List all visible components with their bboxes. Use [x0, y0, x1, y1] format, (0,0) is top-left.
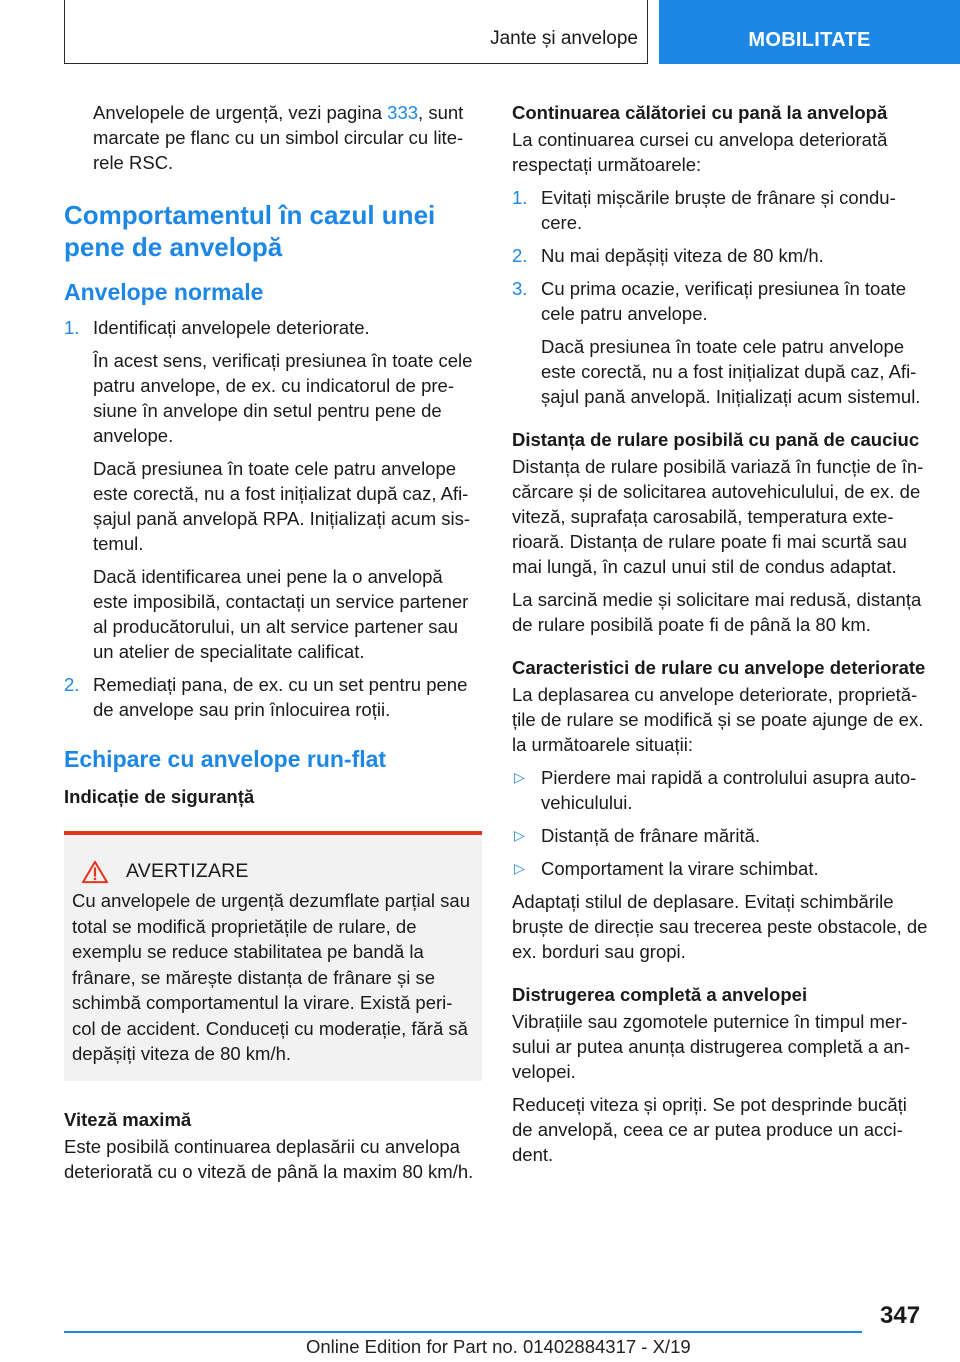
list-item — [64, 315, 482, 664]
list-item-paragraph: Dacă identificarea unei pene la o anvelopă este imposibilă, contactați un service partener al producătorului, un alt service partener sau un atelier de specialitate calificat. — [93, 566, 469, 662]
destruction-paragraph: Reduceți viteza și opriți. Se pot desprinde bucăți de anvelopă, ceea ce ar putea produce un acci‐dent. — [512, 1094, 907, 1165]
bullet-item — [512, 823, 928, 848]
continue-intro: La continuarea cursei cu anvelopa deteriorată respectați următoarele: — [512, 129, 888, 175]
speed-heading: Viteză maximă — [64, 1108, 192, 1130]
distance-paragraph: La sarcină medie și solicitare mai redusă, distanța de rulare posibilă poate fi de până la 80 km. — [512, 589, 922, 635]
list-item — [512, 243, 928, 268]
warning-header — [72, 859, 472, 884]
bullet-item — [512, 856, 928, 881]
bullet-triangle-icon: ▷ — [514, 769, 525, 785]
list-item-paragraph: Dacă presiunea în toate cele patru anvelope este corectă, nu a fost inițializat după caz, Afi‐șajul pană anvelopă RPA. Inițializați acum sis‐temul. — [93, 458, 471, 554]
list-item-text: Remediați pana, de ex. cu un set pentru pene de anvelope sau prin înlocuirea roții. — [93, 674, 468, 720]
footer-divider — [64, 1331, 862, 1333]
bullet-text: Pierdere mai rapidă a controlului asupra auto‐vehiculului. — [541, 767, 917, 813]
left-column — [64, 100, 482, 1192]
list-number: 1. — [64, 317, 80, 338]
continue-heading: Continuarea călătoriei cu pană la anvelopă — [512, 102, 888, 123]
list-number: 2. — [64, 674, 80, 695]
safety-heading: Indicație de siguranță — [64, 786, 255, 807]
list-item-text: Evitați mișcările bruște de frânare și condu‐cere. — [541, 187, 896, 233]
destruction-heading: Distrugerea completă a anvelopei — [512, 984, 808, 1005]
section-heading: Comportamentul în cazul unei pene de anvelopă — [64, 200, 436, 262]
list-item — [64, 672, 482, 722]
destruction-paragraph: Vibrațiile sau zgomotele puternice în timpul mer‐sului ar putea anunța distrugerea completă a an‐velopei. — [512, 1011, 911, 1082]
page-number: 347 — [880, 1302, 921, 1329]
bullet-triangle-icon: ▷ — [514, 827, 525, 843]
subsection-heading-normal: Anvelope normale — [64, 279, 264, 305]
speed-paragraph: Este posibilă continuarea deplasării cu anvelopa deteriorată cu o viteză de până la maxim 80 km/h. — [64, 1135, 474, 1182]
page-link[interactable]: 333 — [387, 102, 419, 123]
list-item — [512, 276, 928, 409]
list-item-text: Nu mai depășiți viteza de 80 km/h. — [541, 245, 824, 266]
warning-title: AVERTIZARE — [126, 860, 249, 882]
list-number: 1. — [512, 187, 528, 208]
header-section-title: Jante și anvelope — [490, 28, 638, 49]
characteristics-intro: La deplasarea cu anvelope deteriorate, proprietă‐țile de rulare se modifică și se poate ajunge de ex. la următoarele situații: — [512, 684, 924, 755]
bullet-text: Distanță de frânare mărită. — [541, 825, 761, 846]
warning-text: Cu anvelopele de urgență dezumflate parțial sau total se modifică proprietățile de rulare, de exemplu se reduce stabilitatea pe bandă la frânare, se mărește distanța de frânare și se schimbă comportamentul la virare. Există peri‐col de accident. Conduceți cu moderație, fără să depășiți viteza de 80 km/h. — [72, 890, 471, 1064]
list-item — [512, 185, 928, 235]
characteristics-after: Adaptați stilul de deplasare. Evitați schimbările bruște de direcție sau trecerea peste obstacole, de ex. borduri sau gropi. — [512, 891, 928, 962]
bullet-item — [512, 765, 928, 815]
list-item-paragraph: În acest sens, verificați presiunea în toate cele patru anvelope, de ex. cu indicatorul de pre‐siune în anvelope din setul pentru pene de anvelope. — [93, 350, 473, 446]
header-chapter-tab: MOBILITATE — [659, 0, 960, 64]
intro-paragraph: Anvelopele de urgență, vezi pagina 333, sunt marcate pe flanc cu un simbol circular cu lite‐rele RSC. — [93, 102, 464, 173]
right-column — [512, 100, 928, 1175]
list-item-paragraph: Dacă presiunea în toate cele patru anvelope este corectă, nu a fost inițializat după caz, Afi‐șajul pană anvelopă. Inițializați acum sistemul. — [541, 336, 921, 407]
bullet-text: Comportament la virare schimbat. — [541, 858, 819, 879]
characteristics-heading: Caracteristici de rulare cu anvelope deteriorate — [512, 657, 926, 678]
warning-box — [64, 831, 482, 1081]
list-number: 2. — [512, 245, 528, 266]
list-number: 3. — [512, 278, 528, 299]
list-item-text: Identificați anvelopele deteriorate. — [93, 317, 370, 338]
subsection-heading-runflat: Echipare cu anvelope run-flat — [64, 746, 387, 772]
distance-heading: Distanța de rulare posibilă cu pană de cauciuc — [512, 429, 920, 450]
list-item-text: Cu prima ocazie, verificați presiunea în toate cele patru anvelope. — [541, 278, 907, 324]
warning-triangle-icon — [80, 860, 110, 884]
footer-edition: Online Edition for Part no. 01402884317 - X/19 — [306, 1336, 691, 1357]
bullet-triangle-icon: ▷ — [514, 860, 525, 876]
distance-paragraph: Distanța de rulare posibilă variază în funcție de în‐cărcare și de solicitarea autovehiculului, de ex. de viteză, suprafața carosabilă, temperatura exte‐rioară. Distanța de rulare poate fi mai scurtă sau mai lungă, în cazul unui stil de condus adaptat. — [512, 456, 924, 577]
